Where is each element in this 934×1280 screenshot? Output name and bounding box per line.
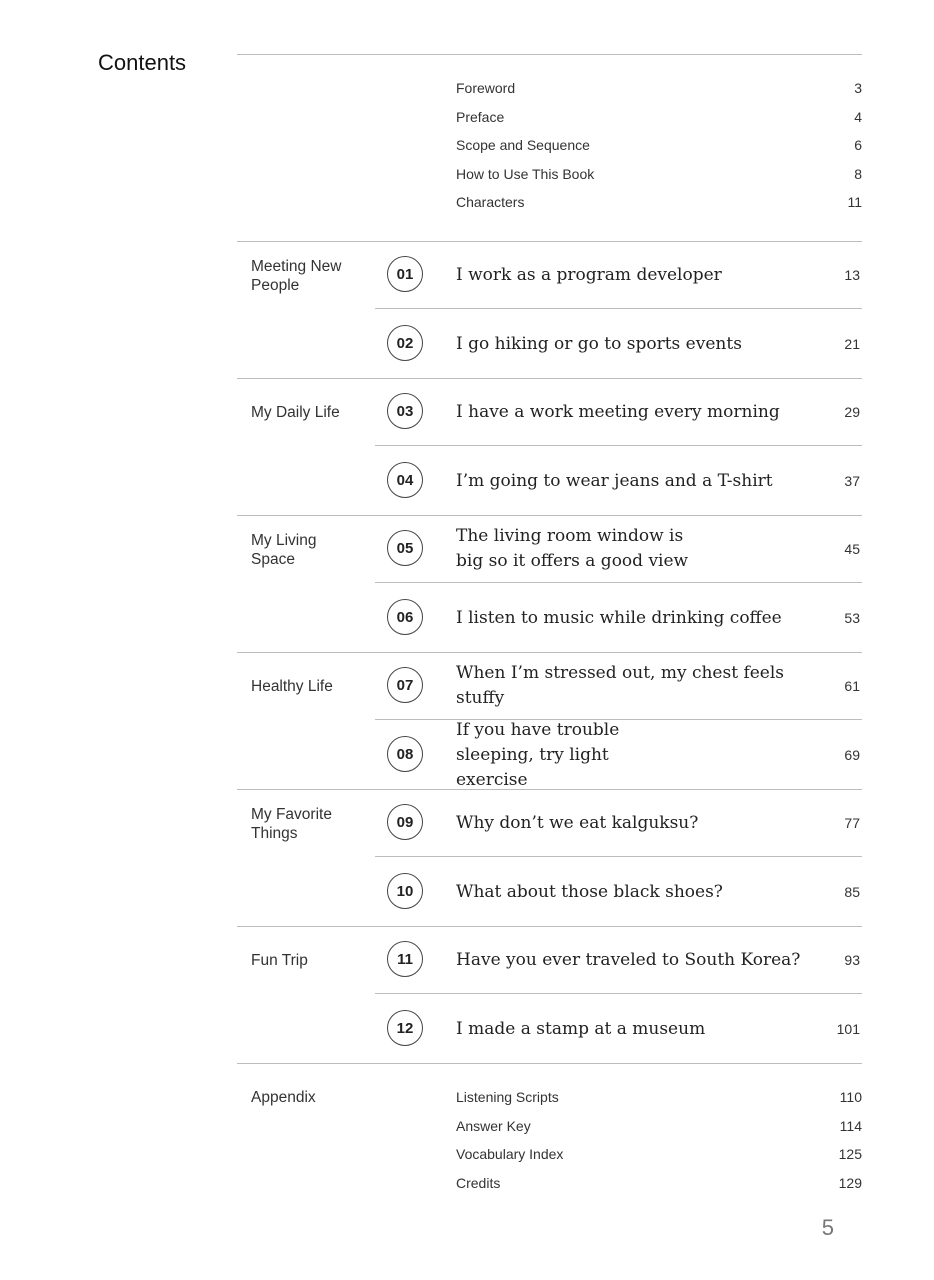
unit-page: 85 (844, 884, 860, 900)
appendix-item-label: Credits (456, 1174, 501, 1191)
unit-page: 37 (844, 473, 860, 489)
section-label: Meeting New People (251, 258, 342, 294)
front-matter-page: 11 (847, 194, 862, 211)
unit-divider (375, 308, 862, 309)
unit-page: 13 (844, 267, 860, 283)
unit-page: 101 (836, 1021, 860, 1037)
section-fun-trip (237, 926, 862, 1063)
front-matter-page: 3 (854, 80, 862, 97)
unit-page: 21 (844, 336, 860, 352)
front-matter-item[interactable] (456, 160, 862, 189)
section-my-favorite-things (237, 789, 862, 926)
section-label: My Living Space (251, 532, 317, 568)
page-title: Contents (98, 50, 187, 75)
appendix-item-label: Listening Scripts (456, 1089, 559, 1106)
unit-title: I work as a program developer (456, 264, 722, 285)
appendix-item-page: 129 (838, 1174, 862, 1191)
unit-title: I made a stamp at a museum (456, 1018, 706, 1039)
unit-title: The living room window is big so it offers a good view (456, 526, 689, 571)
unit-number-badge: 04 (387, 462, 423, 498)
section-label: My Daily Life (251, 404, 340, 421)
appendix-item-page: 110 (839, 1089, 862, 1106)
section-label: Healthy Life (251, 678, 333, 695)
unit-page: 69 (844, 747, 860, 763)
unit-number-badge: 12 (387, 1010, 423, 1046)
unit-row[interactable] (375, 995, 862, 1063)
front-matter-item[interactable] (456, 188, 862, 217)
unit-number-badge: 07 (387, 667, 423, 703)
section-label: Fun Trip (251, 952, 308, 969)
appendix-item[interactable] (456, 1083, 862, 1112)
appendix-label: Appendix (251, 1089, 316, 1106)
unit-row[interactable] (375, 378, 862, 446)
unit-page: 77 (844, 815, 860, 831)
front-matter-label: Characters (456, 194, 525, 211)
unit-divider (375, 993, 862, 994)
unit-number-badge: 08 (387, 736, 423, 772)
unit-number-badge: 06 (387, 599, 423, 635)
front-matter-item[interactable] (456, 103, 862, 132)
section-label: My Favorite Things (251, 806, 332, 842)
front-matter-label: Scope and Sequence (456, 137, 590, 154)
unit-title: Have you ever traveled to South Korea? (456, 949, 801, 970)
appendix-item-page: 114 (839, 1117, 862, 1134)
unit-row[interactable] (375, 926, 862, 994)
unit-title: What about those black shoes? (456, 881, 723, 902)
unit-number-badge: 11 (387, 941, 423, 977)
appendix-item-label: Answer Key (456, 1117, 531, 1134)
unit-page: 93 (844, 952, 860, 968)
appendix-item[interactable] (456, 1112, 862, 1141)
front-matter-label: How to Use This Book (456, 165, 595, 182)
front-matter-page: 4 (854, 108, 862, 125)
unit-row[interactable] (375, 721, 862, 789)
top-divider (237, 54, 862, 55)
unit-number-badge: 03 (387, 393, 423, 429)
unit-page: 53 (844, 610, 860, 626)
front-matter-page: 6 (854, 137, 862, 154)
unit-row[interactable] (375, 858, 862, 926)
unit-title: If you have trouble sleeping, try light exercise (456, 719, 620, 790)
unit-number-badge: 09 (387, 804, 423, 840)
section-meeting-new-people (237, 241, 862, 378)
unit-page: 61 (844, 678, 860, 694)
unit-row[interactable] (375, 584, 862, 652)
unit-number-badge: 05 (387, 530, 423, 566)
unit-page: 45 (844, 541, 860, 557)
appendix-item[interactable] (456, 1140, 862, 1169)
unit-title: Why don’t we eat kalguksu? (456, 812, 699, 833)
unit-row[interactable] (375, 789, 862, 857)
unit-divider (375, 445, 862, 446)
unit-number-badge: 01 (387, 256, 423, 292)
front-matter-label: Preface (456, 108, 505, 125)
appendix-item-page: 125 (838, 1146, 862, 1163)
front-matter-list (456, 74, 862, 217)
appendix-item-label: Vocabulary Index (456, 1146, 564, 1163)
section-healthy-life (237, 652, 862, 789)
unit-page: 29 (844, 404, 860, 420)
unit-title: When I’m stressed out, my chest feels stuffy (456, 663, 785, 708)
section-divider (237, 1063, 862, 1064)
front-matter-item[interactable] (456, 74, 862, 103)
unit-number-badge: 02 (387, 325, 423, 361)
unit-title: I go hiking or go to sports events (456, 333, 742, 354)
page-number: 5 (821, 1215, 834, 1240)
section-my-living-space (237, 515, 862, 652)
unit-row[interactable] (375, 515, 862, 583)
unit-row[interactable] (375, 652, 862, 720)
unit-row[interactable] (375, 241, 862, 309)
unit-number-badge: 10 (387, 873, 423, 909)
section-my-daily-life (237, 378, 862, 515)
appendix-item[interactable] (456, 1169, 862, 1198)
unit-row[interactable] (375, 310, 862, 378)
unit-title: I have a work meeting every morning (456, 401, 780, 422)
unit-divider (375, 582, 862, 583)
front-matter-item[interactable] (456, 131, 862, 160)
front-matter-label: Foreword (456, 80, 516, 97)
unit-divider (375, 856, 862, 857)
unit-title: I listen to music while drinking coffee (456, 607, 782, 628)
appendix-list (456, 1083, 862, 1197)
front-matter-page: 8 (854, 165, 862, 182)
unit-title: I’m going to wear jeans and a T-shirt (456, 470, 773, 491)
unit-row[interactable] (375, 447, 862, 515)
